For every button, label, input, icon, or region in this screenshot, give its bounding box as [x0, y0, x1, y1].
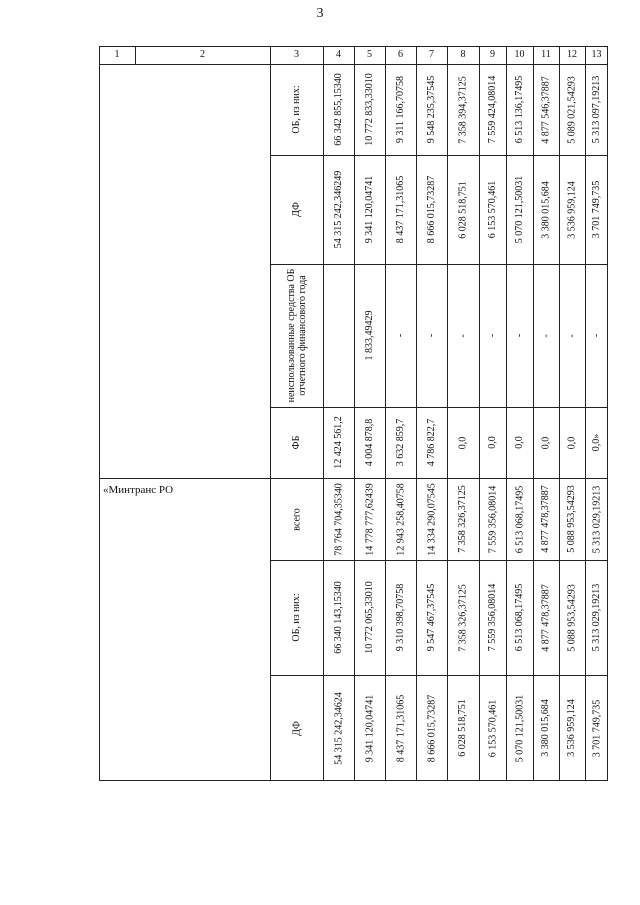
- column-number: 11: [541, 49, 551, 60]
- column-number: 4: [336, 49, 341, 60]
- band-separator: [270, 264, 608, 265]
- lower-header-df: ДФ: [291, 720, 302, 736]
- upper-cell-ob: 7 559 424,08014: [487, 75, 498, 144]
- upper-cell-df: 3 536 959,124: [566, 180, 577, 239]
- upper-cell-ob: 6 513 136,17495: [514, 75, 525, 144]
- band-separator: [270, 155, 608, 156]
- lower-cell-df: 8 437 171,31065: [395, 694, 406, 762]
- header-df: ДФ: [291, 202, 302, 217]
- lower-cell-ob: 9 310 398,70758: [395, 583, 406, 652]
- upper-cell-fb: 0,0: [457, 436, 468, 449]
- lower-cell-df: 3 536 959,124: [566, 699, 577, 757]
- upper-cell-fb: 0,0: [540, 436, 551, 449]
- entity-label: «Минтранс РО: [103, 484, 174, 496]
- upper-cell-ob: 5 313 097,19213: [591, 75, 602, 144]
- column-number: 9: [490, 49, 495, 60]
- lower-cell-total: 4 877 478,37887: [540, 485, 551, 553]
- upper-cell-df: 6 028 518,751: [457, 180, 468, 239]
- upper-cell-unused: -: [566, 333, 577, 338]
- upper-cell-df: 8 437 171,31065: [395, 175, 406, 244]
- lower-cell-total: 78 764 704,35340: [333, 482, 344, 556]
- upper-cell-unused: -: [487, 333, 498, 338]
- upper-cell-fb: 0,0: [566, 436, 577, 449]
- lower-cell-df: 6 028 518,751: [457, 699, 468, 757]
- upper-cell-fb: 0,0: [487, 436, 498, 449]
- lower-cell-total: 14 334 290,07545: [426, 482, 437, 556]
- column-number: 5: [367, 49, 372, 60]
- upper-cell-fb: 4 786 822,7: [426, 418, 437, 467]
- band-separator: [270, 560, 608, 561]
- header-ob: ОБ, из них:: [291, 85, 302, 134]
- lower-cell-ob: 7 559 356,08014: [487, 583, 498, 652]
- upper-cell-unused: [323, 267, 354, 404]
- page-number: 3: [316, 6, 324, 21]
- upper-cell-unused: -: [457, 333, 468, 338]
- column-number: 6: [398, 49, 403, 60]
- lower-cell-df: 9 341 120,04741: [364, 694, 375, 762]
- upper-cell-ob: 7 358 394,37125: [457, 75, 468, 144]
- upper-cell-ob: 10 772 833,33010: [364, 73, 375, 146]
- upper-cell-unused: -: [540, 333, 551, 338]
- lower-cell-df: 54 315 242,34624: [333, 691, 344, 765]
- upper-cell-ob: 9 548 235,37545: [426, 75, 437, 144]
- column-number: 10: [514, 49, 525, 60]
- lower-cell-ob: 7 358 326,37125: [457, 583, 468, 652]
- upper-cell-fb: 12 424 561,2: [333, 416, 344, 469]
- upper-cell-unused: -: [514, 333, 525, 338]
- lower-cell-ob: 4 877 478,37887: [540, 583, 551, 652]
- header-fb: ФБ: [291, 435, 302, 450]
- column-number: 12: [567, 49, 577, 60]
- lower-cell-total: 5 313 029,19213: [591, 485, 602, 553]
- band-separator: [270, 407, 608, 408]
- column-number: 8: [460, 49, 466, 60]
- lower-header-ob: ОБ, из них:: [291, 593, 302, 642]
- upper-cell-unused: 1 833,49429: [364, 310, 375, 361]
- column-number: 13: [591, 49, 602, 60]
- lower-cell-total: 5 088 953,54293: [566, 485, 577, 553]
- lower-cell-df: 5 070 121,50031: [514, 694, 525, 762]
- upper-cell-unused: -: [426, 333, 437, 338]
- upper-cell-df: 8 666 015,73287: [426, 175, 437, 244]
- lower-cell-df: 8 666 015,73287: [426, 694, 437, 762]
- upper-cell-unused: -: [395, 333, 406, 338]
- lower-cell-ob: 9 547 467,37545: [426, 583, 437, 652]
- upper-cell-df: 3 380 015,684: [540, 180, 551, 239]
- column-number: 3: [294, 49, 299, 60]
- lower-cell-total: 7 358 326,37125: [457, 485, 468, 553]
- lower-cell-total: 12 943 258,40758: [395, 482, 406, 556]
- lower-cell-ob: 10 772 065,33010: [364, 581, 375, 654]
- lower-cell-ob: 5 088 953,54293: [566, 583, 577, 652]
- column-number: 2: [200, 49, 205, 60]
- upper-cell-fb: 4 004 878,8: [364, 418, 375, 467]
- upper-cell-fb: 3 632 859,7: [395, 418, 406, 467]
- column-number: 1: [114, 49, 120, 60]
- upper-cell-df: 6 153 570,461: [487, 180, 498, 239]
- lower-cell-total: 14 778 777,62439: [364, 482, 375, 556]
- header-unused: неиспользованные средства ОБ отчетного финансового года: [285, 268, 308, 403]
- band-separator: [270, 675, 608, 676]
- upper-cell-df: 9 341 120,04741: [364, 175, 375, 244]
- lower-cell-total: 6 513 068,17495: [514, 485, 525, 553]
- lower-cell-df: 3 701 749,735: [591, 699, 602, 757]
- lower-cell-total: 7 559 356,08014: [487, 485, 498, 553]
- upper-cell-unused: -: [591, 333, 602, 338]
- upper-cell-ob: 9 311 166,70758: [395, 75, 406, 144]
- lower-cell-ob: 66 340 143,15340: [333, 581, 344, 654]
- lower-cell-ob: 6 513 068,17495: [514, 583, 525, 652]
- upper-cell-df: 5 070 121,50031: [514, 175, 525, 244]
- lower-header-total: всего: [291, 507, 302, 531]
- upper-cell-ob: 5 089 021,54293: [566, 75, 577, 144]
- upper-cell-ob: 66 342 855,15340: [333, 73, 344, 146]
- column-number: 7: [429, 49, 434, 60]
- upper-cell-df: 54 315 242,346249: [333, 170, 344, 249]
- block-separator: [99, 478, 608, 479]
- lower-cell-df: 6 153 570,461: [487, 699, 498, 757]
- lower-cell-ob: 5 313 029,19213: [591, 583, 602, 652]
- upper-cell-fb: 0,0: [514, 436, 525, 449]
- upper-cell-fb: 0,0»: [591, 433, 602, 452]
- upper-cell-df: 3 701 749,735: [591, 180, 602, 239]
- lower-cell-df: 3 380 015,684: [540, 699, 551, 757]
- upper-cell-ob: 4 877 546,37887: [540, 75, 551, 144]
